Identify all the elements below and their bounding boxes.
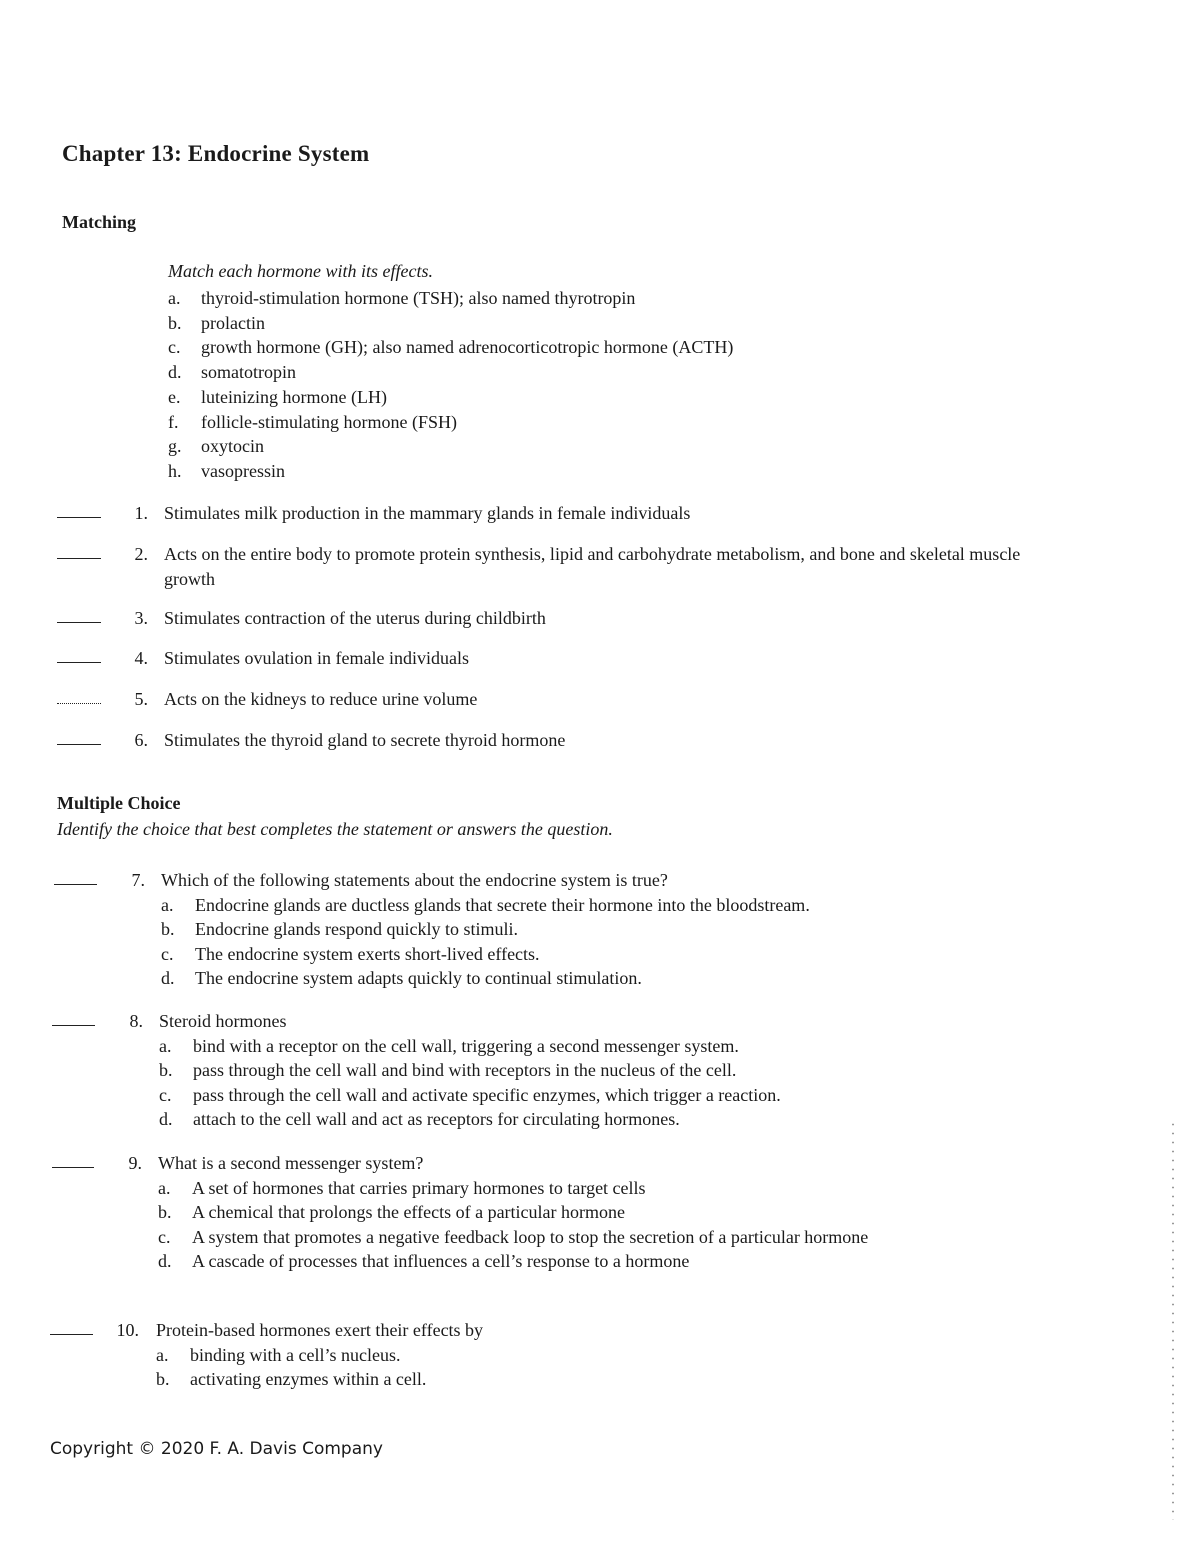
choice-item [156, 1367, 956, 1392]
matching-question-2 [0, 542, 1200, 594]
choice-text: The endocrine system adapts quickly to continual stimulation. [195, 968, 642, 988]
option-text: oxytocin [201, 436, 264, 457]
choice-list [161, 893, 961, 991]
question-number: 3. [134, 608, 148, 628]
question-text: Stimulates contraction of the uterus during childbirth [164, 608, 546, 628]
choice-text: attach to the cell wall and act as receptors for circulating hormones. [193, 1109, 680, 1129]
choice-letter: b. [156, 1369, 170, 1389]
mc-question-9 [0, 1151, 1200, 1301]
choice-item [159, 1107, 959, 1132]
answer-blank[interactable] [57, 622, 101, 623]
hormone-option [168, 286, 733, 311]
question-text: What is a second messenger system? [158, 1153, 424, 1173]
question-number: 6. [134, 730, 148, 750]
choice-item [158, 1176, 933, 1201]
choice-letter: c. [158, 1226, 171, 1247]
choice-letter: b. [158, 1202, 172, 1222]
option-text: vasopressin [201, 460, 285, 481]
answer-blank[interactable] [52, 1167, 94, 1168]
choice-letter: d. [159, 1109, 173, 1129]
choice-text: A chemical that prolongs the effects of a particular hormone [192, 1202, 626, 1222]
choice-text: bind with a receptor on the cell wall, triggering a second messenger system. [193, 1035, 739, 1056]
answer-blank[interactable] [57, 558, 101, 559]
choice-letter: a. [158, 1177, 171, 1198]
choice-text: A set of hormones that carries primary hormones to target cells [192, 1177, 646, 1198]
choice-item [159, 1058, 959, 1083]
question-text: Protein-based hormones exert their effects by [156, 1320, 484, 1340]
choice-item [159, 1034, 959, 1059]
choice-item [161, 942, 961, 967]
choice-text: pass through the cell wall and activate specific enzymes, which trigger a reaction. [193, 1084, 781, 1105]
choice-text: activating enzymes within a cell. [190, 1369, 427, 1389]
option-letter: d. [168, 362, 182, 383]
choice-text: A cascade of processes that influences a cell’s response to a hormone [192, 1251, 690, 1271]
matching-instruction: Match each hormone with its effects. [168, 261, 433, 281]
choice-item [159, 1083, 959, 1108]
question-number: 9. [128, 1153, 142, 1173]
hormone-option [168, 385, 733, 410]
matching-heading: Matching [62, 212, 136, 232]
hormone-option [168, 311, 733, 336]
option-text: thyroid-stimulation hormone (TSH); also named thyrotropin [201, 288, 636, 308]
option-text: follicle-stimulating hormone (FSH) [201, 411, 457, 432]
answer-blank[interactable] [57, 517, 101, 518]
question-number: 5. [134, 689, 148, 709]
question-number: 7. [131, 870, 145, 890]
choice-item [158, 1225, 933, 1250]
matching-question-5 [0, 687, 1200, 717]
choice-letter: a. [161, 894, 174, 915]
answer-blank[interactable] [57, 744, 101, 745]
choice-text: A system that promotes a negative feedback loop to stop the secretion of a particular hormone [192, 1226, 869, 1247]
copyright-footer: Copyright © 2020 F. A. Davis Company [50, 1439, 383, 1459]
choice-item [161, 893, 961, 918]
choice-letter: b. [161, 919, 175, 939]
matching-question-1 [0, 501, 1200, 531]
choice-text: The endocrine system exerts short-lived effects. [195, 943, 540, 964]
choice-text: Endocrine glands respond quickly to stimuli. [195, 919, 518, 939]
question-number: 1. [134, 503, 148, 523]
choice-letter: d. [161, 968, 175, 988]
choice-list [159, 1034, 959, 1132]
question-number: 8. [129, 1011, 143, 1031]
multiple-choice-instruction: Identify the choice that best completes the statement or answers the question. [57, 819, 613, 839]
scan-artifact-dots [1172, 1120, 1174, 1520]
choice-item [158, 1200, 933, 1225]
option-letter: a. [168, 288, 181, 308]
option-text: luteinizing hormone (LH) [201, 386, 387, 407]
option-letter: h. [168, 460, 182, 481]
choice-letter: c. [159, 1084, 172, 1105]
choice-text: pass through the cell wall and bind with receptors in the nucleus of the cell. [193, 1060, 737, 1080]
choice-item [161, 966, 961, 991]
question-text: Stimulates the thyroid gland to secrete thyroid hormone [164, 730, 566, 750]
mc-question-8 [0, 1009, 1200, 1134]
question-text: Stimulates ovulation in female individuals [164, 648, 469, 668]
choice-letter: a. [156, 1344, 169, 1365]
choice-letter: b. [159, 1060, 173, 1080]
hormone-option [168, 459, 733, 484]
choice-list [156, 1343, 956, 1392]
question-text: Stimulates milk production in the mammary glands in female individuals [164, 503, 691, 523]
hormone-option [168, 360, 733, 385]
choice-item [161, 917, 961, 942]
question-number: 2. [134, 544, 148, 564]
option-letter: e. [168, 386, 181, 407]
mc-question-7 [0, 868, 1200, 993]
question-text: Acts on the kidneys to reduce urine volume [164, 689, 478, 709]
option-text: prolactin [201, 312, 265, 333]
question-text: Which of the following statements about the endocrine system is true? [161, 870, 668, 890]
hormone-option [168, 434, 733, 459]
choice-letter: c. [161, 943, 174, 964]
hormone-option [168, 335, 733, 360]
option-letter: b. [168, 312, 182, 333]
choice-item [158, 1249, 933, 1274]
matching-question-6 [0, 728, 1200, 758]
answer-blank[interactable] [57, 703, 101, 704]
option-text: growth hormone (GH); also named adrenocorticotropic hormone (ACTH) [201, 337, 734, 358]
page-title: Chapter 13: Endocrine System [62, 141, 370, 166]
choice-list [158, 1176, 933, 1274]
option-letter: f. [168, 411, 179, 432]
question-number: 10. [116, 1320, 139, 1340]
choice-text: binding with a cell’s nucleus. [190, 1344, 401, 1365]
matching-question-3 [0, 606, 1200, 636]
question-number: 4. [134, 648, 148, 668]
multiple-choice-heading: Multiple Choice [57, 793, 181, 813]
option-text: somatotropin [201, 362, 296, 383]
hormone-options-list [168, 286, 733, 484]
choice-item [156, 1343, 956, 1368]
answer-blank[interactable] [54, 884, 97, 885]
choice-letter: d. [158, 1251, 172, 1271]
choice-text: Endocrine glands are ductless glands that secrete their hormone into the bloodstream. [195, 894, 810, 915]
mc-question-10 [0, 1318, 1200, 1398]
answer-blank[interactable] [57, 662, 101, 663]
option-letter: g. [168, 436, 182, 457]
hormone-option [168, 410, 733, 435]
choice-letter: a. [159, 1035, 172, 1056]
question-text: Acts on the entire body to promote protein synthesis, lipid and carbohydrate metabolism, and bone and skeletal muscle growth [164, 544, 1021, 589]
answer-blank[interactable] [50, 1334, 93, 1335]
answer-blank[interactable] [52, 1025, 95, 1026]
matching-question-4 [0, 646, 1200, 676]
option-letter: c. [168, 337, 181, 358]
question-text: Steroid hormones [159, 1011, 287, 1031]
